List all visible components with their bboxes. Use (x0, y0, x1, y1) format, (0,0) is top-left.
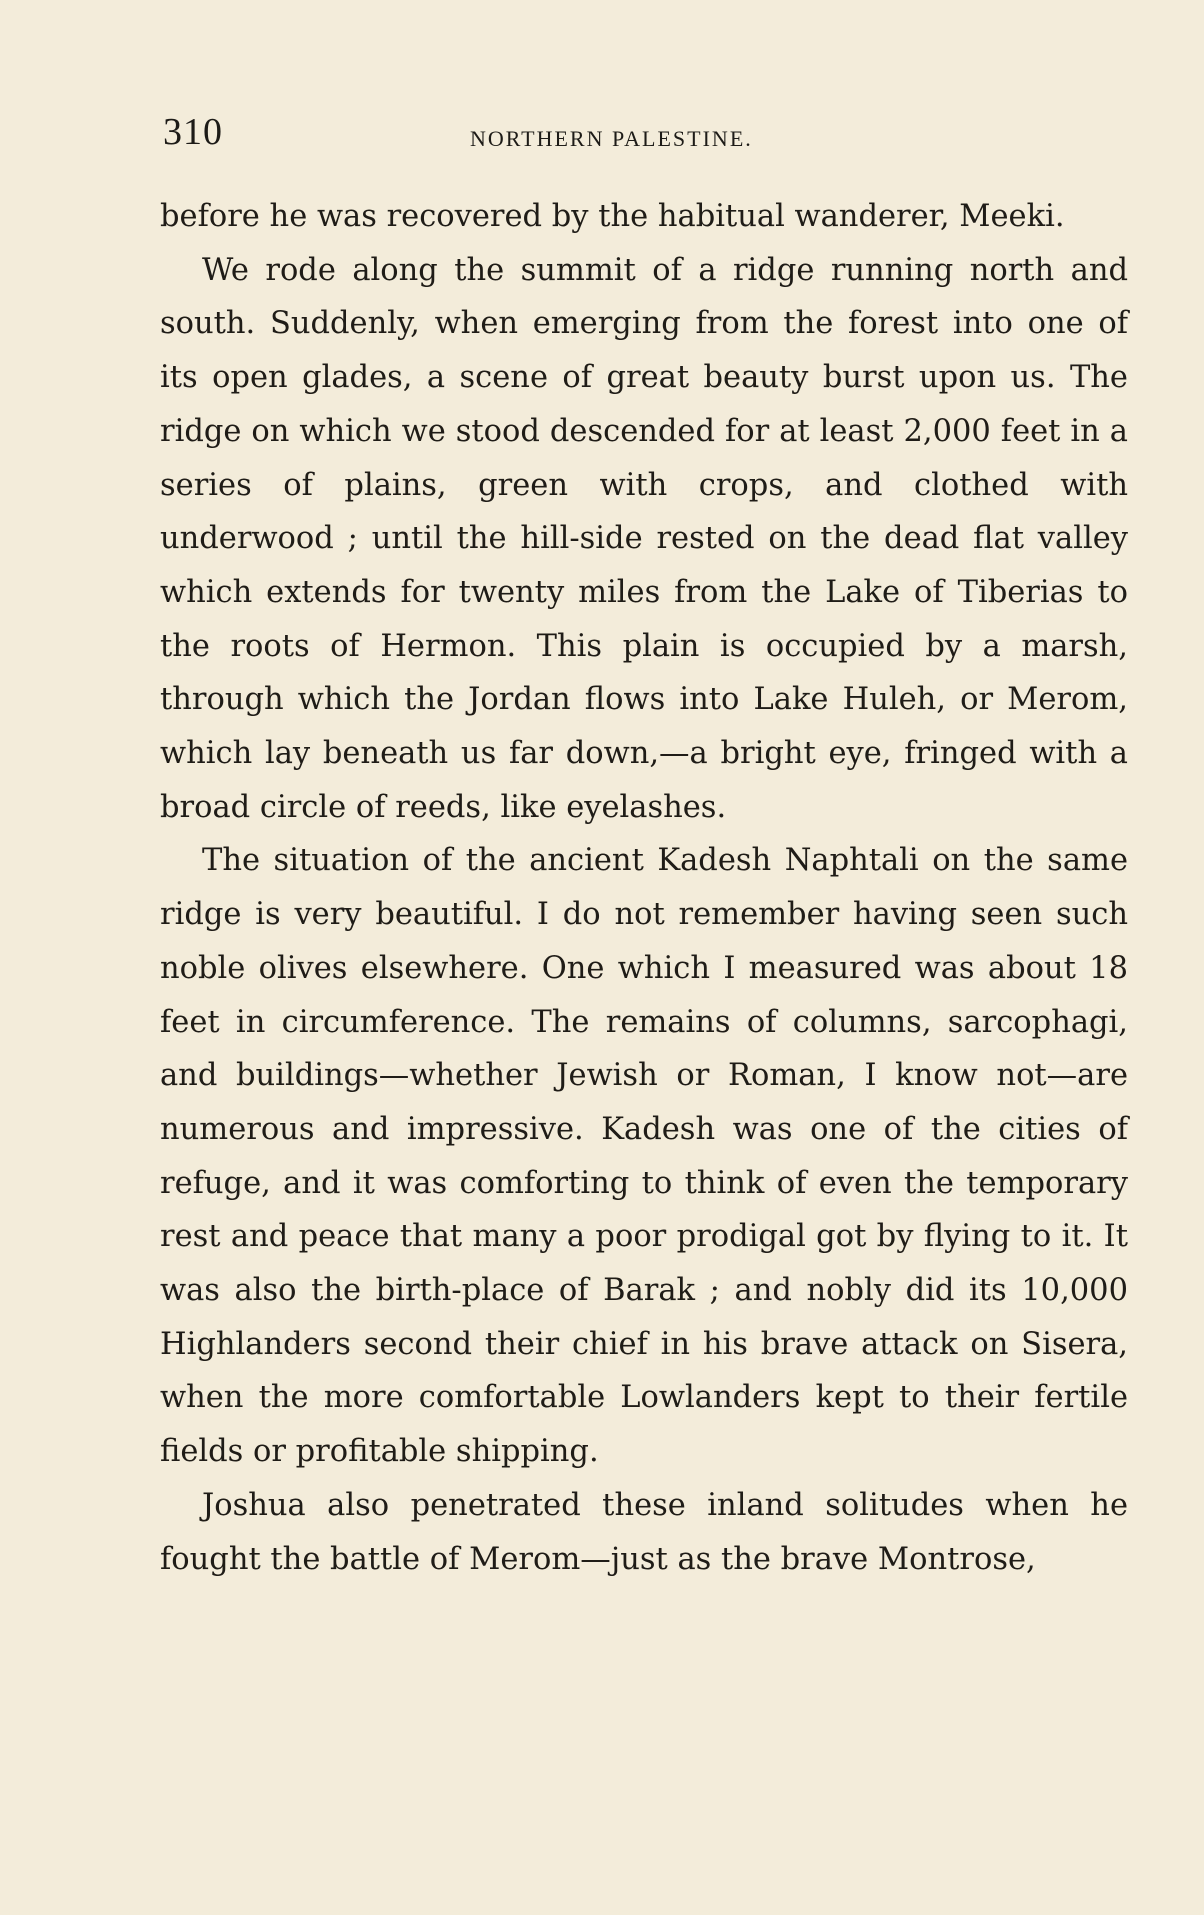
body-text (160, 190, 1128, 1586)
page-header (163, 110, 1128, 160)
paragraph: Joshua also penetrated these inland solitudes when he fought the battle of Merom—just as the brave Montrose, (160, 1487, 1128, 1577)
paragraph: We rode along the summit of a ridge running north and south. Suddenly, when emerging from the forest into one of its open glades, a scene of great beauty burst upon us. The ridge on which we stood descended for at least 2,000 feet in a series of plains, green with crops, and clothed with underwood ; until the hill-side rested on the dead flat valley which extends for twenty miles from the Lake of Tiberias to the roots of Hermon. This plain is occupied by a marsh, through which the Jordan flows into Lake Huleh, or Merom, which lay beneath us far down,—a bright eye, fringed with a broad circle of reeds, like eyelashes. (160, 252, 1128, 825)
running-head: NORTHERN PALESTINE. (470, 126, 753, 151)
paragraph-continuation: before he was recovered by the habitual wanderer, Meeki. (160, 199, 1065, 234)
paragraph: The situation of the ancient Kadesh Naphtali on the same ridge is very beautiful. I do not remember having seen such noble olives elsewhere. One which I measured was about 18 feet in circumference. The remains of columns, sarcophagi, and buildings—whether Jewish or Roman, I know not—are numerous and impressive. Kadesh was one of the cities of refuge, and it was comforting to think of even the temporary rest and peace that many a poor prodigal got by flying to it. It was also the birth-place of Barak ; and nobly did its 10,000 Highlanders second their chief in his brave attack on Sisera, when the more comfortable Lowlanders kept to their fertile fields or profitable shipping. (160, 843, 1128, 1470)
page-number: 310 (163, 111, 223, 153)
